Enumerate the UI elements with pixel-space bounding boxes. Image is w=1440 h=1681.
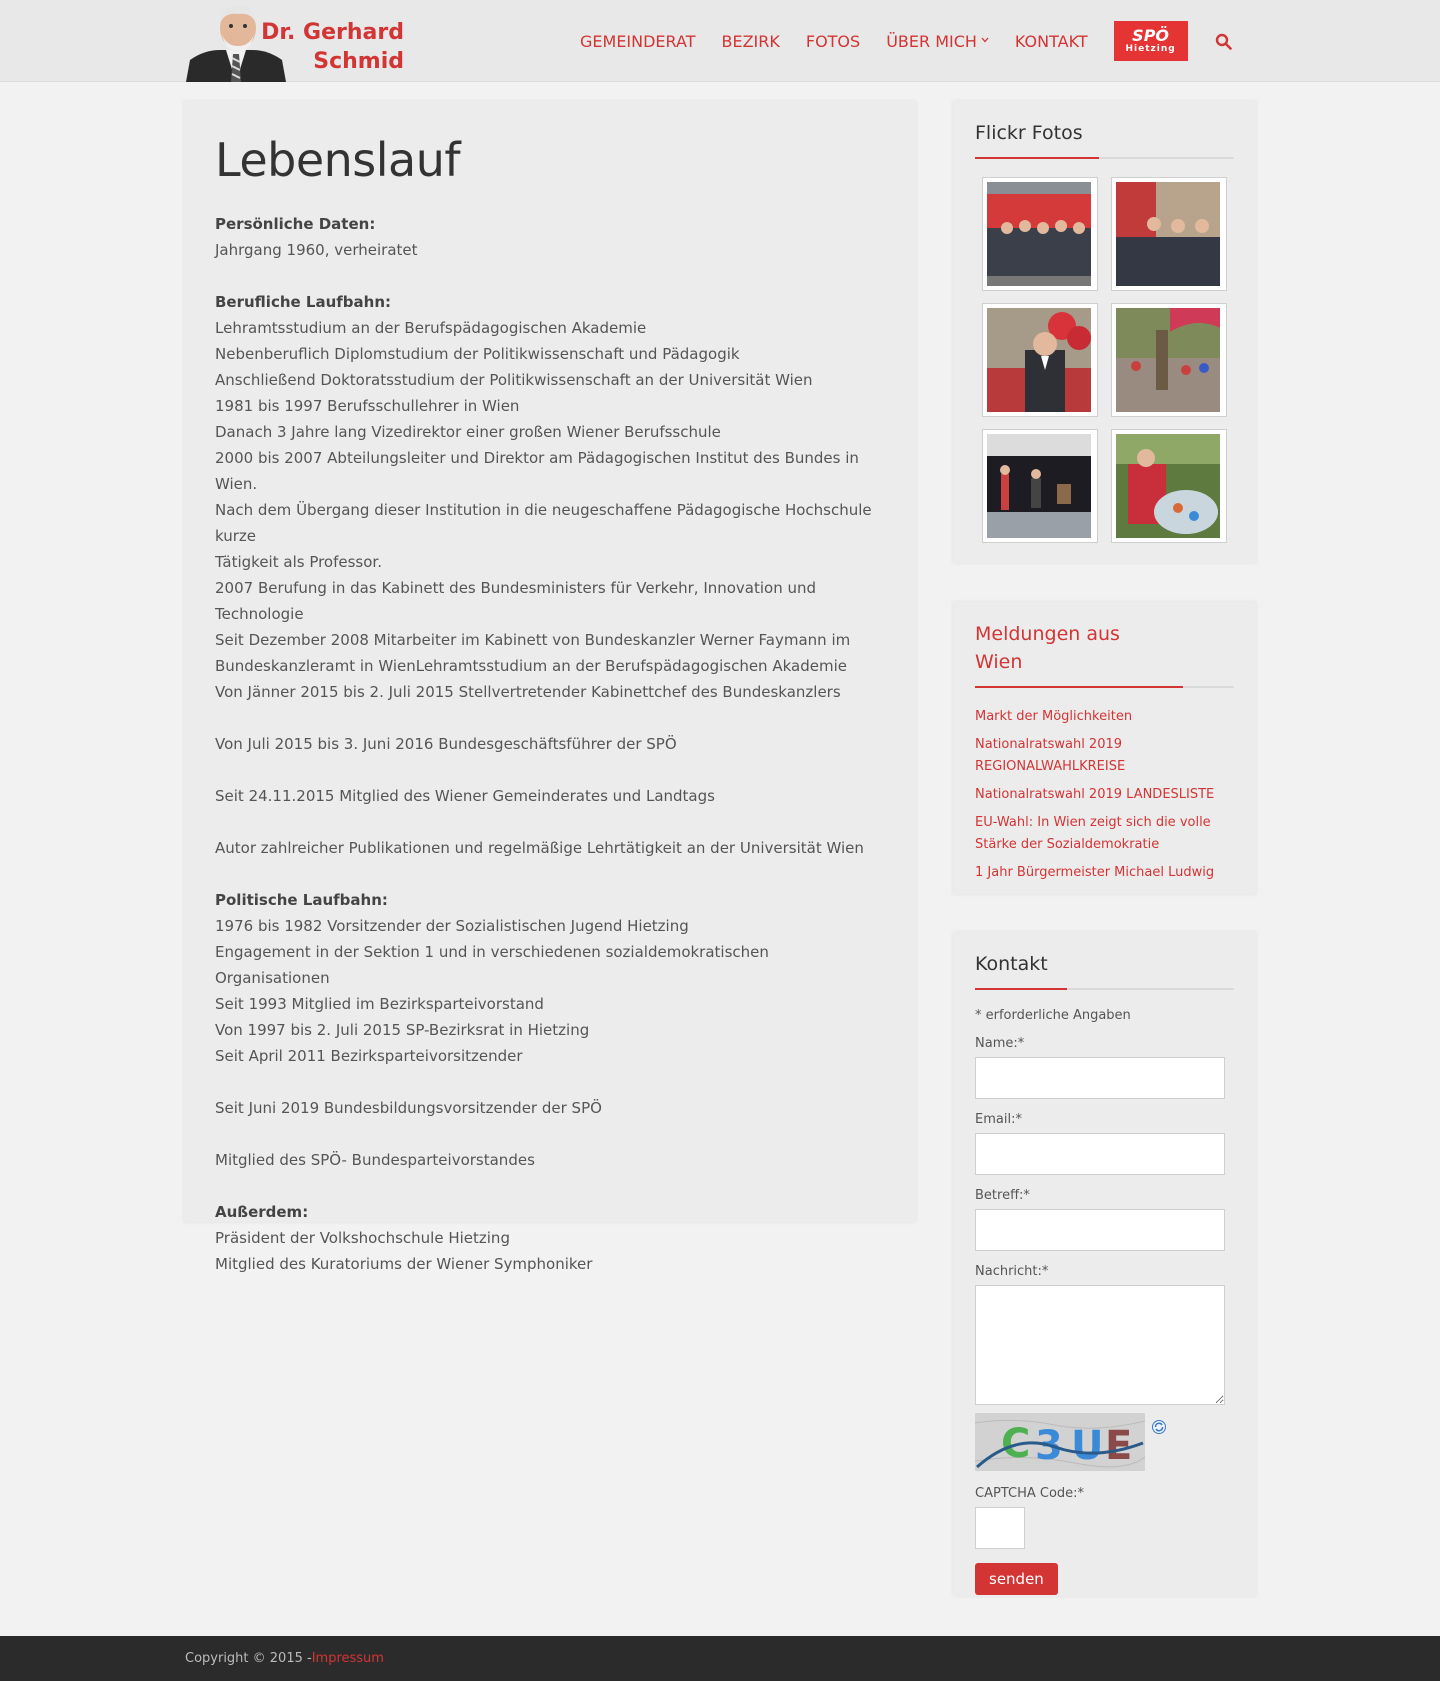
news-widget <box>953 602 1256 894</box>
search-icon[interactable] <box>1214 31 1234 51</box>
captcha-char: E <box>1105 1423 1133 1469</box>
article-section <box>215 835 885 861</box>
site-logo[interactable] <box>186 4 406 82</box>
chevron-down-icon <box>981 36 989 46</box>
name-input[interactable] <box>975 1057 1225 1099</box>
section-heading: Persönliche Daten: <box>215 215 376 233</box>
badge-main-text: SPÖ <box>1132 26 1170 45</box>
contact-title: Kontakt <box>975 953 1048 975</box>
site-header <box>0 0 1440 82</box>
article-line: Seit Juni 2019 Bundesbildungsvorsitzender der SPÖ <box>215 1099 602 1117</box>
captcha-char: C <box>1001 1421 1031 1467</box>
article-section <box>215 731 885 757</box>
logo-name-line1: Dr. Gerhard <box>261 20 404 45</box>
article-line: Nach dem Übergang dieser Institution in die neugeschaffene Pädagogische Hochschule kurze <box>215 501 872 545</box>
article-line: Bundeskanzleramt in WienLehramtsstudium an der Berufspädagogischen Akademie <box>215 657 847 675</box>
refresh-icon[interactable] <box>1151 1419 1169 1437</box>
badge-sub-text: Hietzing <box>1125 44 1176 54</box>
name-label: Name:* <box>975 1036 1025 1051</box>
article-line: 2007 Berufung in das Kabinett des Bundesministers für Verkehr, Innovation und Technologie <box>215 579 817 623</box>
section-heading: Außerdem: <box>215 1203 309 1221</box>
copyright-text: Copyright © 2015 - <box>185 1651 312 1666</box>
article-line: Von 1997 bis 2. Juli 2015 SP-Bezirksrat in Hietzing <box>215 1021 590 1039</box>
article-line: Seit April 2011 Bezirksparteivorsitzender <box>215 1047 523 1065</box>
flickr-photo[interactable] <box>1111 177 1227 291</box>
contact-widget <box>953 932 1256 1596</box>
article-line: 1981 bis 1997 Berufsschullehrer in Wien <box>215 397 520 415</box>
article-line: Jahrgang 1960, verheiratet <box>215 241 418 259</box>
news-link[interactable]: EU-Wahl: In Wien zeigt sich die volle Stärke der Sozialdemokratie <box>975 815 1211 852</box>
section-heading: Berufliche Laufbahn: <box>215 293 392 311</box>
article-line: Tätigkeit als Professor. <box>215 553 382 571</box>
captcha-row <box>975 1413 1234 1471</box>
article-line: Lehramtsstudium an der Berufspädagogischen Akademie <box>215 319 647 337</box>
title-divider <box>975 686 1234 688</box>
flickr-photo[interactable] <box>1111 429 1227 543</box>
subject-label: Betreff:* <box>975 1188 1030 1203</box>
nav-kontakt[interactable]: KONTAKT <box>1014 31 1088 51</box>
page-title: Lebenslauf <box>215 133 461 187</box>
article-line: Mitglied des Kuratoriums der Wiener Symphoniker <box>215 1255 593 1273</box>
flickr-widget <box>953 101 1256 563</box>
main-nav <box>580 0 1234 82</box>
news-link[interactable]: 1 Jahr Bürgermeister Michael Ludwig <box>975 865 1215 880</box>
spo-hietzing-badge[interactable] <box>1114 21 1188 61</box>
news-link[interactable]: Nationalratswahl 2019 REGIONALWAHLKREISE <box>975 737 1126 774</box>
subject-input[interactable] <box>975 1209 1225 1251</box>
article-line: Mitglied des SPÖ- Bundesparteivorstandes <box>215 1151 535 1169</box>
title-divider <box>975 988 1234 990</box>
article-line: Autor zahlreicher Publikationen und regelmäßige Lehrtätigkeit an der Universität Wien <box>215 839 864 857</box>
flickr-photo[interactable] <box>982 303 1098 417</box>
article-line: 2000 bis 2007 Abteilungsleiter und Direktor am Pädagogischen Institut des Bundes in Wien. <box>215 449 859 493</box>
site-footer <box>0 1636 1440 1681</box>
article-section <box>215 211 885 263</box>
flickr-title: Flickr Fotos <box>975 122 1083 144</box>
news-link[interactable]: Markt der Möglichkeiten <box>975 709 1133 724</box>
message-label: Nachricht:* <box>975 1264 1049 1279</box>
article-section <box>215 887 885 1069</box>
article-section <box>215 1095 885 1121</box>
article-card <box>184 101 916 1273</box>
article-line: 1976 bis 1982 Vorsitzender der Sozialistischen Jugend Hietzing <box>215 917 689 935</box>
news-list <box>975 706 1234 884</box>
impressum-link[interactable]: Impressum <box>311 1651 384 1666</box>
news-title-line1: Meldungen aus <box>975 623 1120 645</box>
section-heading: Politische Laufbahn: <box>215 891 388 909</box>
required-note: * erforderliche Angaben <box>975 1008 1131 1023</box>
title-divider <box>975 157 1234 159</box>
article-body <box>215 211 885 1277</box>
send-button[interactable]: senden <box>975 1563 1058 1595</box>
news-title-line2: Wien <box>975 651 1023 673</box>
article-line: Seit 24.11.2015 Mitglied des Wiener Gemeinderates und Landtags <box>215 787 715 805</box>
nav-ueber-mich-label: ÜBER MICH <box>886 31 977 51</box>
logo-name <box>261 18 404 76</box>
email-label: Email:* <box>975 1112 1022 1127</box>
nav-ueber-mich[interactable] <box>886 32 989 51</box>
nav-gemeinderat[interactable]: GEMEINDERAT <box>580 31 696 51</box>
article-line: Nebenberuflich Diplomstudium der Politikwissenschaft und Pädagogik <box>215 345 740 363</box>
article-line: Seit Dezember 2008 Mitarbeiter im Kabinett von Bundeskanzler Werner Faymann im <box>215 631 851 649</box>
article-line: Engagement in der Sektion 1 und in verschiedenen sozialdemokratischen Organisationen <box>215 943 769 987</box>
news-title <box>975 620 1234 676</box>
nav-bezirk[interactable]: BEZIRK <box>721 31 780 51</box>
article-section <box>215 1147 885 1173</box>
article-line: Seit 1993 Mitglied im Bezirksparteivorstand <box>215 995 544 1013</box>
captcha-label: CAPTCHA Code:* <box>975 1486 1085 1501</box>
flickr-photo[interactable] <box>1111 303 1227 417</box>
article-section <box>215 1199 885 1277</box>
flickr-grid <box>975 177 1234 543</box>
captcha-input[interactable] <box>975 1507 1025 1549</box>
captcha-image <box>975 1413 1145 1471</box>
nav-fotos[interactable]: FOTOS <box>805 31 861 51</box>
article-line: Von Jänner 2015 bis 2. Juli 2015 Stellvertretender Kabinettchef des Bundeskanzlers <box>215 683 841 701</box>
email-input[interactable] <box>975 1133 1225 1175</box>
article-line: Präsident der Volkshochschule Hietzing <box>215 1229 510 1247</box>
captcha-char: U <box>1071 1423 1104 1469</box>
flickr-photo[interactable] <box>982 429 1098 543</box>
article-section <box>215 289 885 705</box>
message-textarea[interactable] <box>975 1285 1225 1405</box>
news-link[interactable]: Nationalratswahl 2019 LANDESLISTE <box>975 787 1215 802</box>
article-line: Anschließend Doktoratsstudium der Politikwissenschaft an der Universität Wien <box>215 371 813 389</box>
flickr-photo[interactable] <box>982 177 1098 291</box>
article-section <box>215 783 885 809</box>
article-line: Danach 3 Jahre lang Vizedirektor einer großen Wiener Berufsschule <box>215 423 721 441</box>
captcha-char: 3 <box>1035 1423 1063 1469</box>
article-line: Von Juli 2015 bis 3. Juni 2016 Bundesgeschäftsführer der SPÖ <box>215 735 677 753</box>
logo-name-line2: Schmid <box>313 49 404 74</box>
